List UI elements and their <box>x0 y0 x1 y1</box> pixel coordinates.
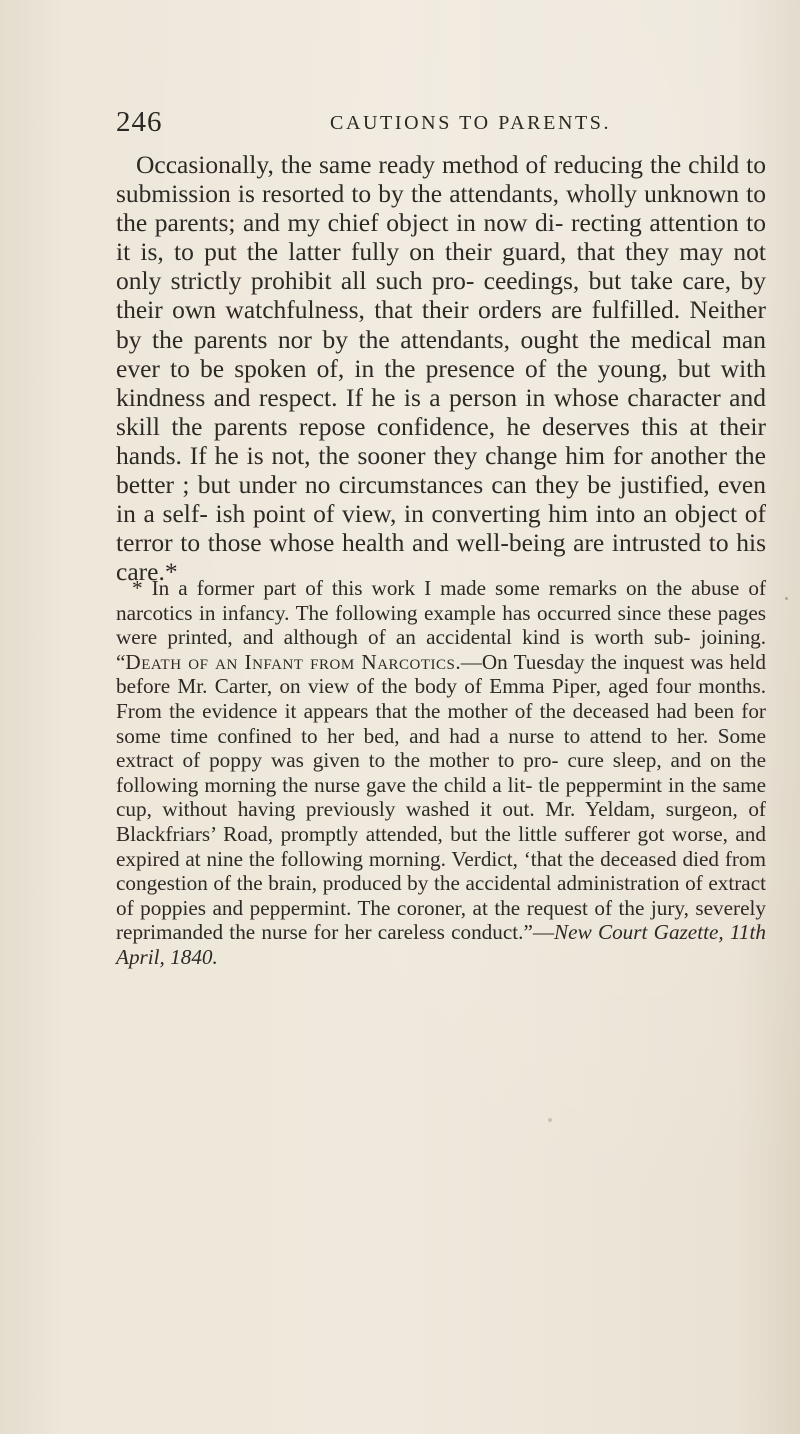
footnote <box>116 576 766 970</box>
paper-speck <box>785 597 788 600</box>
paper-speck <box>548 1118 552 1122</box>
footnote-source: New Court Gazette, 11th April, 1840. <box>116 920 766 969</box>
running-head: CAUTIONS TO PARENTS. <box>330 112 612 134</box>
page-header <box>116 106 756 146</box>
page-number: 246 <box>116 106 163 138</box>
footnote-text-start: * In a former part of this work I made some remarks on the abuse of narcotics in infancy. The following example has occurred since these pages were printed, and although of an accidental kind is worth sub- joining. “ <box>116 576 766 674</box>
footnote-headline: Death of an Infant from Narcotics <box>125 649 456 674</box>
body-paragraph: Occasionally, the same ready method of reducing the child to submission is resorted to by the attendants, wholly unknown to the parents; and my chief object in now di- recting attention to it is, to put the latter fully on their guard, that they may not only strictly prohibit all such pro- ceedings, but take care, by their own watchfulness, that their orders are fulfilled. Neither by the parents nor by the attendants, ought the medical man ever to be spoken of, in the presence of the young, but with kindness and respect. If he is a person in whose character and skill the parents repose confidence, he deserves this at their hands. If he is not, the sooner they change him for another the better ; but under no circumstances can they be justified, even in a self- ish point of view, in converting him into an object of terror to those whose health and well-being are intrusted to his care.* <box>116 150 766 587</box>
footnote-text-body: .—On Tuesday the inquest was held before Mr. Carter, on view of the body of Emma Piper, aged four months. From the evidence it appears that the mother of the deceased had been for some time confined to her bed, and had a nurse to attend to her. Some extract of poppy was given to the mother to pro- cure sleep, and on the following morning the nurse gave the child a lit- tle peppermint in the same cup, without having previously washed it out. Mr. Yeldam, surgeon, of Blackfriars’ Road, promptly attended, but the little sufferer got worse, and expired at nine the following morning. Verdict, ‘that the deceased died from congestion of the brain, produced by the accidental administration of extract of poppies and peppermint. The coroner, at the request of the jury, severely reprimanded the nurse for her careless conduct.”— <box>116 649 766 945</box>
